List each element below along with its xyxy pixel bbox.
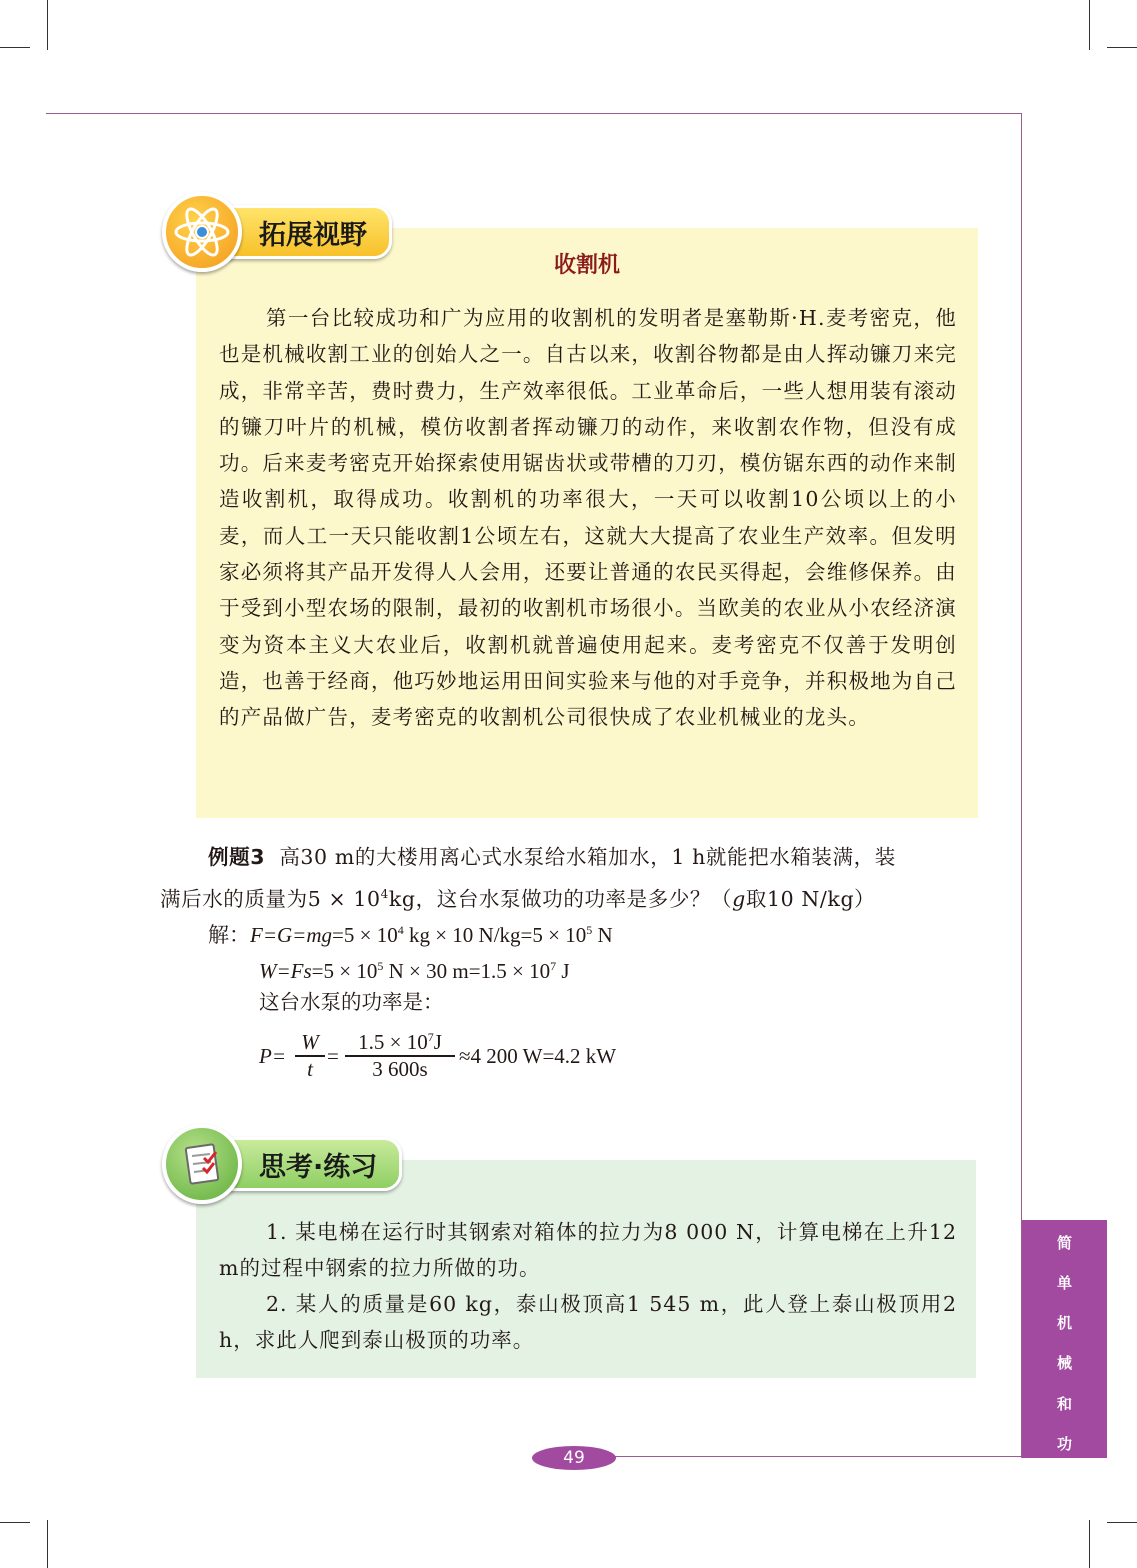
step1-sup2: 5: [586, 923, 593, 937]
side-tab-char: 机: [1056, 1314, 1072, 1332]
fraction-t: t: [307, 1056, 313, 1081]
crop-mark: [1089, 1520, 1090, 1568]
practice-body: [219, 1214, 957, 1358]
notepad-check-icon: [162, 1124, 242, 1204]
practice-badge: [162, 1124, 402, 1204]
example-text-1: 高30 m的大楼用离心式水泵给水箱加水，1 h就能把水箱装满，装: [279, 845, 896, 869]
side-tab-char: 械: [1056, 1354, 1072, 1372]
example-label: 例题3: [208, 845, 266, 869]
fraction-w-over-t: [295, 1030, 325, 1082]
atom-icon: [162, 192, 242, 272]
step1-sup1: 4: [397, 923, 404, 937]
crop-mark: [1089, 0, 1090, 50]
numerator-unit: J: [433, 1030, 442, 1054]
step1-b: kg × 10 N/kg=5 × 10: [403, 923, 587, 947]
step2-lhs: W=Fs: [259, 959, 312, 983]
solution-step-1: [208, 912, 613, 953]
solution-step-2: [259, 948, 570, 989]
numerator-sup: 7: [427, 1030, 434, 1044]
practice-question-2: 2. 某人的质量是60 kg，泰山极顶高1 545 m，此人登上泰山极顶用2 h，求此人爬到泰山极顶的功率。: [219, 1292, 957, 1352]
crop-mark: [0, 47, 30, 48]
step1-a: =5 × 10: [332, 923, 398, 947]
formula-eq: =: [327, 1044, 339, 1068]
crop-mark: [0, 1522, 30, 1523]
power-formula: [259, 1030, 679, 1090]
practice-question-1: 1. 某电梯在运行时其钢索对箱体的拉力为8 000 N，计算电梯在上升12 m的过程中钢索的拉力所做的功。: [219, 1220, 957, 1280]
page-frame-bottom: [610, 1456, 1022, 1457]
step2-sup1: 5: [377, 959, 384, 973]
step2-c: J: [556, 959, 570, 983]
solution-label: 解：: [208, 923, 250, 947]
step2-b: N × 30 m=1.5 × 10: [383, 959, 551, 983]
crop-mark: [47, 1520, 48, 1568]
practice-badge-label: 思考·练习: [220, 1137, 402, 1191]
example-line-1: [208, 839, 983, 875]
side-tab-char: 功: [1056, 1435, 1072, 1453]
step2-sup2: 7: [550, 959, 557, 973]
side-tab-char: 单: [1056, 1274, 1072, 1292]
formula-p: P=: [259, 1044, 286, 1068]
fraction-w: W: [301, 1030, 319, 1054]
page-frame-top: [46, 113, 1022, 114]
example-text-2b: kg，这台水泵做功的功率是多少？（: [388, 886, 733, 911]
chapter-side-tab: [1022, 1220, 1107, 1458]
numerator-value: 1.5 × 10: [358, 1030, 428, 1054]
side-tab-char: 和: [1056, 1395, 1072, 1413]
crop-mark: [1107, 1522, 1137, 1523]
extension-title: 收割机: [553, 253, 620, 278]
page-number: 49: [532, 1446, 616, 1470]
extension-body: 第一台比较成功和广为应用的收割机的发明者是塞勒斯·H.麦考密克，他也是机械收割工业的创始人之一。自古以来，收割谷物都是由人挥动镰刀来完成，非常辛苦，费时费力，生产效率很低。工业革命后，一些人想用装有滚动的镰刀叶片的机械，模仿收割者挥动镰刀的动作，来收割农作物，但没有成功。后来麦考密克开始探索使用锯齿状或带槽的刀刃，模仿锯东西的动作来制造收割机，取得成功。收割机的功率很大，一天可以收割10公顷以上的小麦，而人工一天只能收割1公顷左右，这就大大提高了农业生产效率。但发明家必须将其产品开发得人人会用，还要让普通的农民买得起，会维修保养。由于受到小型农场的限制，最初的收割机市场很小。当欧美的农业从小农经济演变为资本主义大农业后，收割机就普遍使用起来。麦考密克不仅善于发明创造，也善于经商，他巧妙地运用田间实验来与他的对手竞争，并积极地为自己的产品做广告，麦考密克的收割机公司很快成了农业机械业的龙头。: [219, 306, 957, 730]
fraction-numerator: [354, 1030, 446, 1055]
solution-step-3: 这台水泵的功率是：: [259, 990, 444, 1014]
fraction-denominator: 3 600s: [372, 1056, 428, 1081]
crop-mark: [47, 0, 48, 50]
step1-c: N: [592, 923, 613, 947]
example-line-2: [160, 876, 980, 917]
step1-lhs: F=G=mg: [250, 923, 333, 947]
example-text-2c: 取10 N/kg）: [745, 886, 876, 911]
formula-result: ≈4 200 W=4.2 kW: [459, 1044, 617, 1068]
step2-a: =5 × 10: [311, 959, 378, 983]
example-sup: 4: [380, 887, 389, 901]
example-text-2a: 满后水的质量为5 × 10: [160, 886, 381, 911]
extension-badge-label: 拓展视野: [220, 205, 392, 259]
crop-mark: [1107, 47, 1137, 48]
example-g: g: [732, 886, 746, 911]
side-tab-char: 简: [1056, 1234, 1072, 1252]
fraction-values: [345, 1030, 455, 1082]
